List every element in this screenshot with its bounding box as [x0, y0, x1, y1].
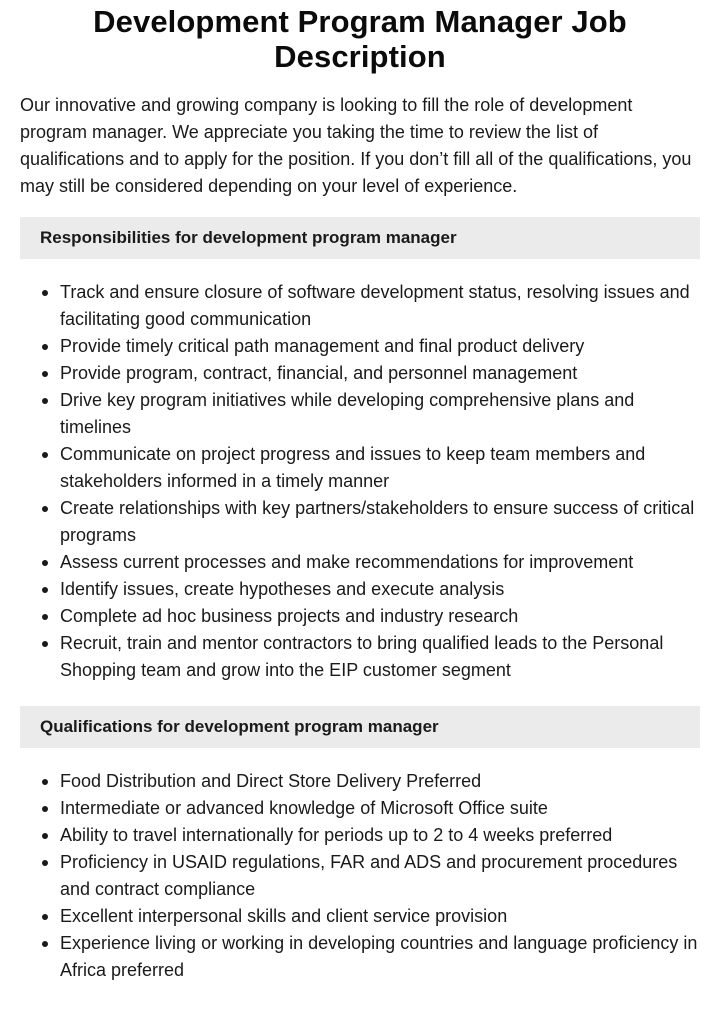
list-item-text: Communicate on project progress and issues to keep team members and stakeholders informed in a timely manner — [60, 444, 646, 491]
qualifications-heading — [20, 706, 700, 748]
bullet-icon — [42, 914, 48, 920]
bullet-icon — [42, 371, 48, 377]
list-item-text: Proficiency in USAID regulations, FAR and ADS and procurement procedures and contract compliance — [60, 852, 678, 899]
list-item-text: Experience living or working in developing countries and language proficiency in Africa preferred — [60, 933, 698, 980]
list-item-text: Provide program, contract, financial, and personnel management — [60, 363, 578, 383]
bullet-icon — [42, 344, 48, 350]
qualifications-list — [20, 768, 700, 984]
bullet-icon — [42, 779, 48, 785]
list-item-text: Create relationships with key partners/stakeholders to ensure success of critical programs — [60, 498, 695, 545]
responsibilities-list — [20, 279, 700, 684]
responsibilities-heading-text: Responsibilities for development program manager — [40, 228, 457, 247]
intro-paragraph: Our innovative and growing company is looking to fill the role of development program manager. We appreciate you taking the time to review the list of qualifications and to apply for the position. If you don’t fill all of the qualifications, you may still be considered depending on your level of experience. — [20, 95, 692, 196]
list-item — [20, 333, 700, 360]
list-item — [20, 549, 700, 576]
bullet-icon — [42, 641, 48, 647]
list-item — [20, 387, 700, 441]
bullet-icon — [42, 860, 48, 866]
bullet-icon — [42, 506, 48, 512]
list-item-text: Identify issues, create hypotheses and execute analysis — [60, 579, 505, 599]
list-item — [20, 630, 700, 684]
list-item — [20, 576, 700, 603]
list-item-text: Provide timely critical path management and final product delivery — [60, 336, 585, 356]
bullet-icon — [42, 398, 48, 404]
list-item — [20, 822, 700, 849]
list-item — [20, 441, 700, 495]
bullet-icon — [42, 587, 48, 593]
list-item-text: Drive key program initiatives while developing comprehensive plans and timelines — [60, 390, 635, 437]
list-item-text: Intermediate or advanced knowledge of Microsoft Office suite — [60, 798, 548, 818]
bullet-icon — [42, 614, 48, 620]
bullet-icon — [42, 833, 48, 839]
list-item — [20, 603, 700, 630]
list-item — [20, 495, 700, 549]
qualifications-heading-text: Qualifications for development program manager — [40, 717, 439, 736]
list-item-text: Assess current processes and make recommendations for improvement — [60, 552, 634, 572]
bullet-icon — [42, 941, 48, 947]
responsibilities-heading — [20, 217, 700, 259]
bullet-icon — [42, 452, 48, 458]
section-spacer — [20, 684, 700, 689]
list-item — [20, 795, 700, 822]
bullet-icon — [42, 560, 48, 566]
list-item — [20, 903, 700, 930]
list-item-text: Complete ad hoc business projects and industry research — [60, 606, 519, 626]
list-item-text: Ability to travel internationally for periods up to 2 to 4 weeks preferred — [60, 825, 613, 845]
list-item — [20, 930, 700, 984]
list-item-text: Food Distribution and Direct Store Delivery Preferred — [60, 771, 482, 791]
list-item — [20, 849, 700, 903]
list-item — [20, 768, 700, 795]
bullet-icon — [42, 290, 48, 296]
list-item-text: Excellent interpersonal skills and client service provision — [60, 906, 508, 926]
list-item — [20, 360, 700, 387]
list-item-text: Track and ensure closure of software development status, resolving issues and facilitating good communication — [60, 282, 690, 329]
page-title: Development Program Manager Job Description — [93, 4, 627, 74]
list-item — [20, 279, 700, 333]
list-item-text: Recruit, train and mentor contractors to bring qualified leads to the Personal Shopping team and grow into the EIP customer segment — [60, 633, 664, 680]
bullet-icon — [42, 806, 48, 812]
